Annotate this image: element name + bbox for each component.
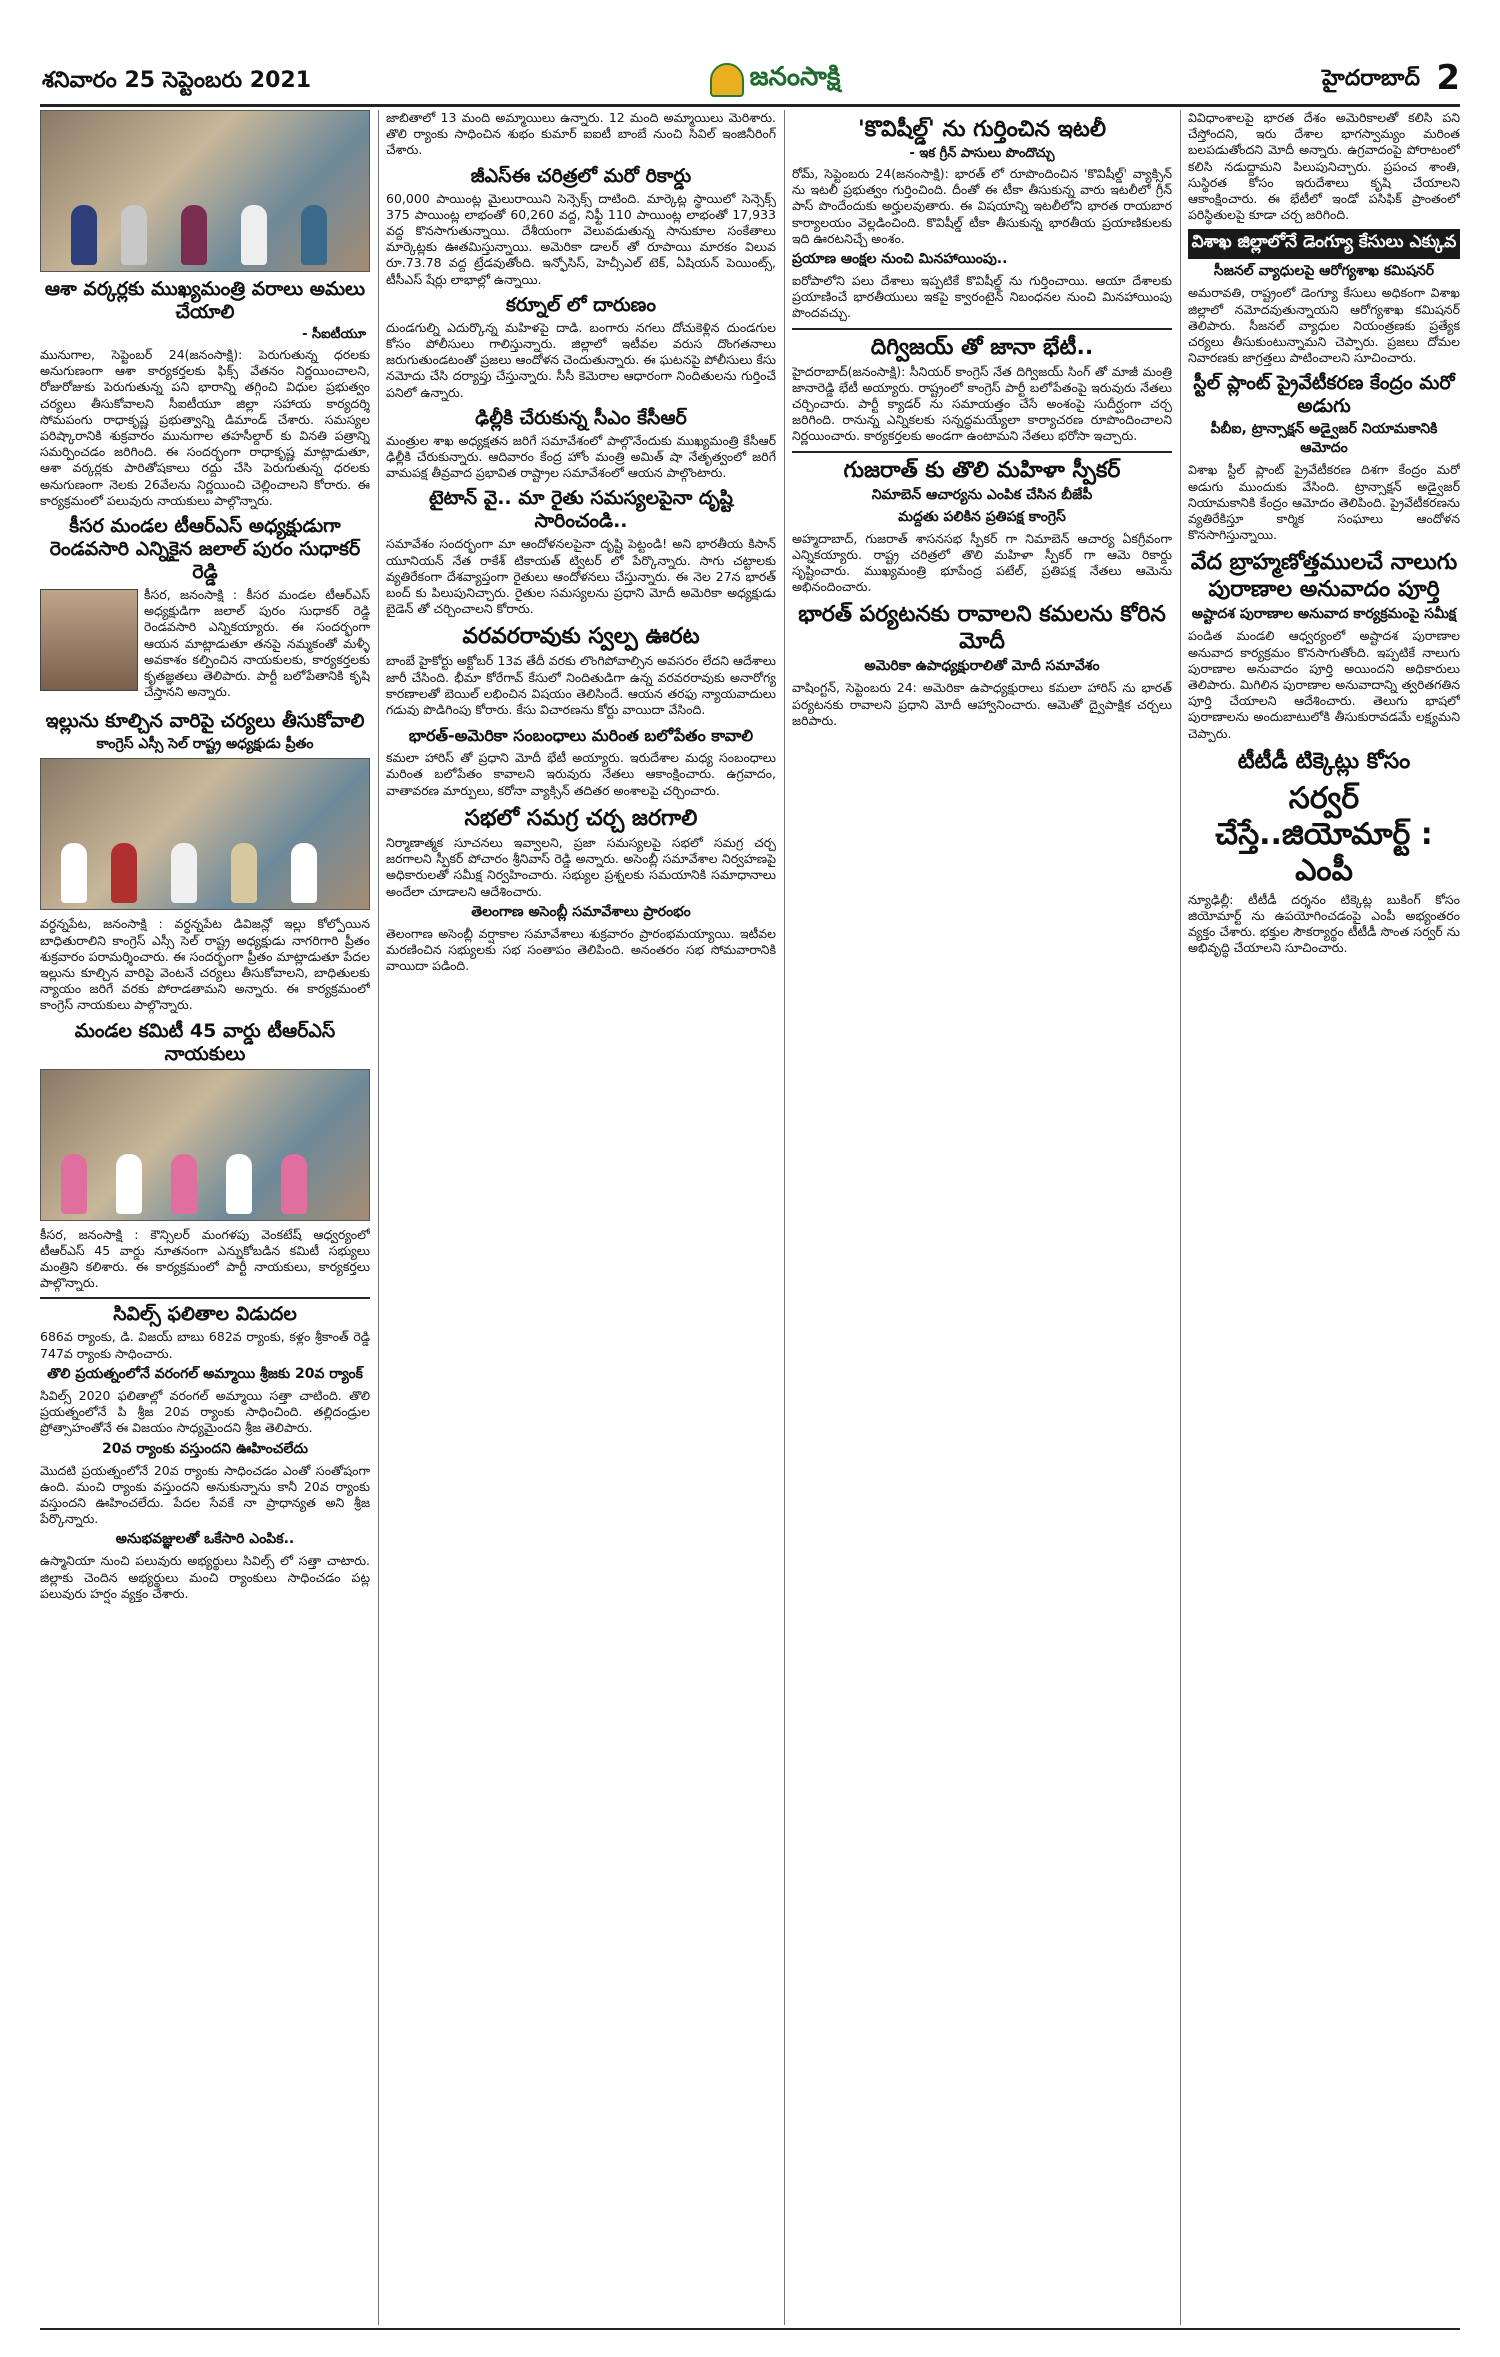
story-body: అమరావతి, రాష్ట్రంలో డెంగ్యూ కేసులు అధికంగా విశాఖ జిల్లాలో నమోదవుతున్నాయని ఆరోగ్యశాఖ కమిషనర్ తెలిపారు. సీజనల్ వ్యాధుల నియంత్రణకు ప్రత్యేక చర్యలు తీసుకుంటున్నామని చెప్పారు. ప్రజలు దోమల నివారణకు జాగ్రత్తలు పాటించాలని సూచించారు. [1188,285,1460,366]
story-byline: - సీఐటీయూ [302,327,366,342]
sun-logo-icon [710,63,744,97]
story-headline: భారత్ పర్యటనకు రావాలని కమలను కోరిన మోదీ [798,602,1166,655]
story-subheadline: పీబీఐ, ట్రాన్సాక్షన్ అడ్వైజర్ నియామకానికి ఆమోదం [1210,421,1438,457]
story-headline: సర్వర్ చేస్తే..జియోమార్ట్ : ఎంపీ [1215,780,1433,888]
story-body: వాషింగ్టన్, సెప్టెంబరు 24: అమెరికా ఉపాధ్యక్షురాలు కమలా హారిస్ ను భారత్ పర్యటనకు రావాలని ప్రధాని మోదీ ఆహ్వానించారు. ఆమెతో ద్వైపాక్షిక చర్చలు జరిపారు. [792,680,1172,728]
story-body: కీసర, జనంసాక్షి : కౌన్సిలర్ మంగళపు వెంకటేష్ ఆధ్వర్యంలో టీఆర్ఎస్ 45 వార్డు నూతనంగా ఎన్నుకోబడిన కమిటీ సభ్యులు మంత్రిని కలిశారు. ఈ కార్యక్రమంలో పార్టీ నాయకులు, కార్యకర్తలు పాల్గొన్నారు. [40,1226,370,1291]
column-divider [378,110,379,2325]
column-1 [40,110,370,2325]
footer-rule [40,2328,1460,2330]
trs-committee-photo [40,1069,370,1221]
story-subheadline: అష్టాదశ పురాణాల అనువాద కార్యక్రమంపై సమీక్ష [1191,606,1457,623]
header-rule [40,104,1460,107]
story-subheadline: అమెరికా ఉపాధ్యక్షురాలితో మోదీ సమావేశం [864,658,1100,675]
story-body: 60,000 పాయింట్ల మైలురాయిని సెన్సెక్స్ దాటింది. మార్కెట్ల స్థాయిలో సెన్సెక్స్ 375 పాయింట్ల లాభంతో 60,260 వద్ద, నిఫ్టీ 110 పాయింట్ల లాభంతో 17,933 వద్ద కొనసాగుతున్నాయి. దేశీయంగా వెలువడుతున్న సానుకూల సంకేతాలు మార్కెట్లకు ఊతమిస్తున్నాయి. అమెరికా డాలర్ తో రూపాయి మారకం విలువ రూ.73.78 వద్ద ట్రేడవుతోంది. ఇన్ఫోసిస్, హెచ్సీఎల్ టెక్, ఏషియన్ పెయింట్స్, టీసీఎస్ షేర్లు లాభాల్లో ఉన్నాయి. [386,190,776,287]
story-body: ఐరోపాలోని పలు దేశాలు ఇప్పటికే కొవిషీల్డ్ ను గుర్తించాయి. ఆయా దేశాలకు ప్రయాణించే భారతీయులు ఇకపై క్వారంటైన్ నిబంధనల నుంచి మినహాయింపు పొందవచ్చు. [792,273,1172,321]
story-headline: గుజరాత్ కు తొలి మహిళా స్పీకర్ [792,451,1172,484]
story-body: ఉస్మానియా నుంచి పలువురు అభ్యర్థులు సివిల్స్ లో సత్తా చాటారు. జిల్లాకు చెందిన అభ్యర్థులు మంచి ర్యాంకులు సాధించడం పట్ల పలువురు హర్షం వ్యక్తం చేశారు. [40,1553,370,1601]
story-headline: భారత్-అమెరికా సంబంధాలు మరింత బలోపేతం కావాలి [408,726,754,746]
story-headline: వరవరరావుకు స్వల్ప ఊరట [462,624,700,650]
story-subheadline: తొలి ప్రయత్నంలోనే వరంగల్ అమ్మాయి శ్రీజకు 20వ ర్యాంక్ [47,1365,363,1382]
column-divider [784,110,785,2325]
story-body: మంత్రుల శాఖ అధ్యక్షతన జరిగే సమావేశంలో పాల్గొనేందుకు ముఖ్యమంత్రి కేసీఆర్ ఢిల్లీకి చేరుకున్నారు. ఆదివారం కేంద్ర హోం మంత్రి అమిత్ షా నేతృత్వంలో జరిగే వామపక్ష తీవ్రవాద ప్రభావిత రాష్ట్రాల సమావేశంలో ఆయన పాల్గొంటారు. [386,432,776,481]
story-headline: వేద బ్రాహ్మణోత్తములచే నాలుగు పురాణాల అనువాదం పూర్తి [1190,550,1458,603]
logo-text: జనంసాక్షి [749,62,841,92]
story-subheadline: నిమాబెన్ ఆచార్యను ఎంపిక చేసిన బీజేపీ [871,486,1093,503]
story-headline: ఇల్లును కూల్చిన వారిపై చర్యలు తీసుకోవాలి [45,710,365,733]
column-3 [792,110,1172,2325]
story-body: వర్ధన్నపేట, జనంసాక్షి : వర్ధన్నపేట డివిజన్లో ఇల్లు కోల్పోయిన బాధితురాలిని కాంగ్రెస్ ఎస్సీ సెల్ రాష్ట్ర అధ్యక్షుడు నాగరిగారి ప్రీతం శుక్రవారం పరామర్శించారు. ఈ సందర్భంగా ప్రీతం మాట్లాడుతూ పేదల ఇల్లును కూల్చిన వారిపై వెంటనే చర్యలు తీసుకోవాలని, బాధితులకు న్యాయం జరిగే వరకు పోరాడతామని అన్నారు. ఈ కార్యక్రమంలో కాంగ్రెస్ నాయకులు పాల్గొన్నారు. [40,916,370,1013]
story-headline: సివిల్స్ ఫలితాల విడుదల [40,1297,370,1326]
congress-leaders-photo [40,758,370,910]
story-headline: ఆశా వర్కర్లకు ముఖ్యమంత్రి వరాలు అమలు చేయాలి [44,278,366,323]
story-body: 686వ ర్యాంకు, డి. విజయ్ బాబు 682వ ర్యాంకు, కళ్లం శ్రీకాంత్ రెడ్డి 747వ ర్యాంకు సాధించారు. [40,1329,370,1361]
story-byline: - ఇక గ్రీన్ పాసులు పొందొచ్చు [909,146,1055,161]
story-headline: కర్నూల్ లో దారుణం [505,293,656,316]
story-body: న్యూఢిల్లీ: టీటీడీ దర్శనం టిక్కెట్ల బుకింగ్ కోసం జియోమార్ట్ ను ఉపయోగించడంపై ఎంపీ అభ్యంతరం వ్యక్తం చేశారు. భక్తుల సౌకర్యార్థం టీటీడీ సొంత సర్వర్ ను అభివృద్ధి చేయాలని సూచించారు. [1188,891,1460,956]
story-subheadline: అనుభవజ్ఞులతో ఒకేసారి ఎంపిక.. [115,1531,295,1548]
story-subheadline: కాంగ్రెస్ ఎస్సీ సెల్ రాష్ట్ర అధ్యక్షుడు ప్రీతం [96,736,314,753]
story-body: కమలా హారిస్ తో ప్రధాని మోదీ భేటీ అయ్యారు. ఇరుదేశాల మధ్య సంబంధాలు మరింత బలోపేతం కావాలని ఇరువురు నేతలు ఆకాంక్షించారు. ఉగ్రవాదం, వాతావరణ మార్పులు, కరోనా వ్యాక్సిన్ తదితర అంశాలపై చర్చించారు. [386,750,776,798]
story-body: జాబితాలో 13 మంది అమ్మాయిలు ఉన్నారు. 12 మంది అమ్మాయిలు మెరిశారు. తొలి ర్యాంకు సాధించిన శుభం కుమార్ ఐఐటీ బాంబే నుంచి సివిల్ ఇంజినీరింగ్ చేశారు. [386,110,776,158]
story-body: దుండగుల్ని ఎదుర్కొన్న మహిళపై దాడి. బంగారు నగలు దోచుకెళ్లిన దుండగుల కోసం పోలీసులు గాలిస్తున్నారు. జిల్లాలో ఇటీవల వరుస దొంగతనాలు జరుగుతుండటంతో ప్రజలు ఆందోళన చెందుతున్నారు. ఈ ఘటనపై పోలీసులు కేసు నమోదు చేసి దర్యాప్తు చేస్తున్నారు. సీసీ కెమెరాల ఆధారంగా నిందితులను గుర్తించే పనిలో ఉన్నారు. [386,319,776,400]
edition-city: హైదరాబాద్ [1322,66,1420,91]
story-subheadline: ప్రయాణ ఆంక్షల నుంచి మినహాయింపు.. [792,251,1008,268]
story-headline: స్టీల్ ప్లాంట్ ప్రైవేటీకరణ కేంద్రం మరో అడుగు [1193,372,1455,418]
story-headline: 'కొవిషీల్డ్' ను గుర్తించిన ఇటలీ [857,117,1107,142]
story-subheadline: సీజనల్ వ్యాధులపై ఆరోగ్యశాఖ కమిషనర్ [1213,263,1435,280]
story-body: నిర్మాణాత్మక సూచనలు ఇవ్వాలని, ప్రజా సమస్యలపై సభలో సమగ్ర చర్చ జరగాలని స్పీకర్ పోచారం శ్రీనివాస్ రెడ్డి అన్నారు. అసెంబ్లీ సమావేశాల నిర్వహణపై అధికారులతో సమీక్ష నిర్వహించారు. సభ్యుల ప్రశ్నలకు సమయానికి సమాధానాలు అందేలా చూడాలని ఆదేశించారు. [386,834,776,899]
story-body: విశాఖ స్టీల్ ప్లాంట్ ప్రైవేటీకరణ దిశగా కేంద్రం మరో అడుగు ముందుకు వేసింది. ట్రాన్సాక్షన్ అడ్వైజర్ నియామకానికి కేంద్రం ఆమోదం తెలిపింది. ప్రైవేటీకరణను వ్యతిరేకిస్తూ కార్మిక సంఘాలు ఆందోళన కొనసాగిస్తున్నాయి. [1188,462,1460,543]
story-headline: టీటీడీ టిక్కెట్లు కోసం [1237,748,1411,774]
story-body: పండిత మండలి ఆధ్వర్యంలో అష్టాదశ పురాణాల అనువాద కార్యక్రమం కొనసాగుతోంది. ఇప్పటికే నాలుగు పురాణాల అనువాదం పూర్తి అయిందని అధికారులు తెలిపారు. మిగిలిన పురాణాల అనువాదాన్ని త్వరితగతిన పూర్తి చేయాలని ఆదేశించారు. తెలుగు భాషలో పురాణాలను అందుబాటులోకి తీసుకురావడమే లక్ష్యమని చెప్పారు. [1188,628,1460,741]
issue-date: శనివారం 25 సెప్టెంబరు 2021 [42,68,312,93]
story-headline: కీసర మండల టీఆర్ఎస్ అధ్యక్షుడుగా రెండవసారి ఎన్నికైన జలాల్ పురం సుధాకర్ రెడ్డి [49,515,361,584]
newspaper-logo [680,60,870,100]
story-body: సమావేశం సందర్భంగా మా ఆందోళనలపైనా దృష్టి పెట్టండి! అని భారతీయ కిసాన్ యూనియన్ నేత రాకేశ్ టికాయత్ ట్విటర్ లో పేర్కొన్నారు. సాగు చట్టాలకు వ్యతిరేకంగా దేశవ్యాప్తంగా రైతులు ఆందోళనలు చేస్తున్నారు. ఈ నెల 27న భారత్ బంద్ కు పిలుపునిచ్చారు. రైతుల సమస్యలను ప్రధాని మోదీ అమెరికా అధ్యక్షుడు బైడెన్ తో చర్చించాలని కోరారు. [386,536,776,617]
column-divider [1180,110,1181,2325]
leader-portrait-photo [40,589,138,691]
story-headline: ఢిల్లీకి చేరుకున్న సీఎం కేసీఆర్ [475,406,687,429]
story-headline: మండల కమిటీ 45 వార్డు టీఆర్ఎస్ నాయకులు [74,1019,336,1065]
column-4 [1188,110,1460,2325]
story-subheadline: తెలంగాణ అసెంబ్లీ సమావేశాలు ప్రారంభం [471,903,691,920]
story-body: మొదటి ప్రయత్నంలోనే 20వ ర్యాంకు సాధించడం ఎంతో సంతోషంగా ఉంది. మంచి ర్యాంకు వస్తుందని అనుకున్నాను కానీ 20వ ర్యాంకు వస్తుందని ఊహించలేదు. పేదల సేవకే నా ప్రాధాన్యత అని శ్రీజ పేర్కొన్నారు. [40,1462,370,1527]
story-body: సివిల్స్ 2020 ఫలితాల్లో వరంగల్ అమ్మాయి సత్తా చాటింది. తొలి ప్రయత్నంలోనే పి శ్రీజ 20వ ర్యాంకు సాధించింది. తల్లిదండ్రుల ప్రోత్సాహంతోనే ఈ విజయం సాధ్యమైందని శ్రీజ తెలిపారు. [40,1387,370,1436]
asha-workers-photo [40,110,370,272]
column-2 [386,110,776,2325]
story-body: బాంబే హైకోర్టు అక్టోబర్ 13వ తేదీ వరకు లొంగిపోవాల్సిన అవసరం లేదని ఆదేశాలు జారీ చేసింది. భీమా కోరేగావ్ కేసులో నిందితుడిగా ఉన్న వరవరరావుకు అనారోగ్య కారణాలతో బెయిల్ లభించిన విషయం తెలిసిందే. ఆయన తరఫు న్యాయవాదులు గడువు పొడిగింపు కోరారు. కేసు విచారణను కోర్టు వాయిదా వేసింది. [386,653,776,718]
story-body: మునుగాల, సెప్టెంబర్ 24(జనంసాక్షి): పెరుగుతున్న ధరలకు అనుగుణంగా ఆశా కార్యకర్తలకు ఫిక్స్ వేతనం నిర్ణయించాలని, రోజురోజుకు పెరుగుతున్న పని భారాన్ని తగ్గించి విధుల ప్రభుత్వం చర్యలు తీసుకోవాలని సీఐటీయూ జిల్లా సహాయ కార్యదర్శి సోమపంగు రాధాకృష్ణ ప్రభుత్వాన్ని డిమాండ్ చేశారు. సమస్యల పరిష్కారానికి శుక్రవారం మునుగాల తహసీల్దార్ కు వినతి పత్రాన్ని సమర్పించడం జరిగింది. ఈ సందర్భంగా రాధాకృష్ణ మాట్లాడుతూ, ఆశా వర్కర్లకు పారితోషకాలు రద్దు చేసి పెరుగుతున్న ధరలకు అనుగుణంగా నెలకు 26వేలను నిర్ణయించి చెల్లించాలని కోరారు. ఈ కార్యక్రమంలో పలువురు నాయకులు పాల్గొన్నారు. [40,347,370,508]
story-body: అహ్మదాబాద్, గుజరాత్ శాసనసభ స్పీకర్ గా నిమాబెన్ ఆచార్య ఏకగ్రీవంగా ఎన్నికయ్యారు. రాష్ట్ర చరిత్రలో తొలి మహిళా స్పీకర్ గా ఆమె రికార్డు సృష్టించారు. ముఖ్యమంత్రి భూపేంద్ర పటేల్, ప్రతిపక్ష నేతలు ఆమెను అభినందించారు. [792,530,1172,595]
story-headline: సభలో సమగ్ర చర్చ జరగాలి [464,805,698,831]
story-headline: టైటాన్ వై.. మా రైతు సమస్యలపైనా దృష్టి సారించండి.. [429,487,733,533]
story-headline: జీఎస్ఈ చరిత్రలో మరో రికార్డు [470,164,692,187]
story-body: రోమ్, సెప్టెంబరు 24(జనంసాక్షి): భారత్ లో రూపొందించిన 'కొవిషీల్డ్' వ్యాక్సిన్ ను ఇటలీ ప్రభుత్వం గుర్తించింది. దీంతో ఈ టీకా తీసుకున్న వారు ఇటలీలో గ్రీన్ పాస్ పొందేందుకు అర్హులవుతారు. ఈ విషయాన్ని ఇటలీలోని భారత రాయబార కార్యాలయం వెల్లడించింది. కొవిషీల్డ్ టీకా తీసుకున్న భారతీయ ప్రయాణికులకు ఇది ఊరటనిచ్చే అంశం. [792,166,1172,246]
story-subheadline: మద్దతు పలికిన ప్రతిపక్ష కాంగ్రెస్ [898,508,1066,525]
story-body: హైదరాబాద్(జనంసాక్షి): సీనియర్ కాంగ్రెస్ నేత దిగ్విజయ్ సింగ్ తో మాజీ మంత్రి జానారెడ్డి భేటీ అయ్యారు. రాష్ట్రంలో కాంగ్రెస్ పార్టీ బలోపేతంపై ఇరువురు నేతలు చర్చించారు. పార్టీ క్యాడర్ ను సమాయత్తం చేసే అంశంపై సుదీర్ఘంగా చర్చ జరిగింది. రానున్న ఎన్నికలకు సన్నద్ధమయ్యేలా కార్యాచరణ రూపొందించాలని నిర్ణయించారు. కార్యకర్తలకు అండగా ఉంటామని నేతలు భరోసా ఇచ్చారు. [792,363,1172,444]
page-number: 2 [1436,58,1460,98]
story-subheadline: 20వ ర్యాంకు వస్తుందని ఊహించలేదు [102,1440,308,1457]
story-body: కీసర, జనంసాక్షి : కీసర మండల టీఆర్ఎస్ అధ్యక్షుడిగా జలాల్ పురం సుధాకర్ రెడ్డి రెండవసారి ఎన్నికయ్యారు. ఈ సందర్భంగా ఆయన మాట్లాడుతూ తనపై నమ్మకంతో మళ్ళీ అవకాశం కల్పించిన నాయకులకు, కార్యకర్తలకు కృతజ్ఞతలు తెలిపారు. పార్టీ బలోపేతానికి కృషి చేస్తానని అన్నారు. [144,587,370,700]
story-headline: దిగ్విజయ్ తో జానా భేటీ.. [792,328,1172,361]
story-body: తెలంగాణ అసెంబ్లీ వర్షాకాల సమావేశాలు శుక్రవారం ప్రారంభమయ్యాయి. ఇటీవల మరణించిన సభ్యులకు సభ సంతాపం తెలిపింది. అనంతరం సభ సోమవారానికి వాయిదా పడింది. [386,925,776,974]
masthead [40,58,1460,102]
story-headline-banner: విశాఖ జిల్లాలోనే డెంగ్యూ కేసులు ఎక్కువ [1188,229,1460,259]
story-body: వివిధాంశాలపై భారత దేశం అమెరికాలతో కలిసి పని చేస్తోందని, ఇరు దేశాల భాగస్వామ్యం మరింత బలపడుతోందని మోదీ అన్నారు. ఉగ్రవాదంపై పోరాటంలో కలిసి నడుద్దామని పిలుపునిచ్చారు. ప్రపంచ శాంతి, సుస్థిరత కోసం ఇరుదేశాలు కృషి చేయాలని ఆకాంక్షించారు. ఈ భేటీలో ఇండో పసిఫిక్ ప్రాంతంలో పరిస్థితులపై కూడా చర్చ జరిగింది. [1188,110,1460,223]
